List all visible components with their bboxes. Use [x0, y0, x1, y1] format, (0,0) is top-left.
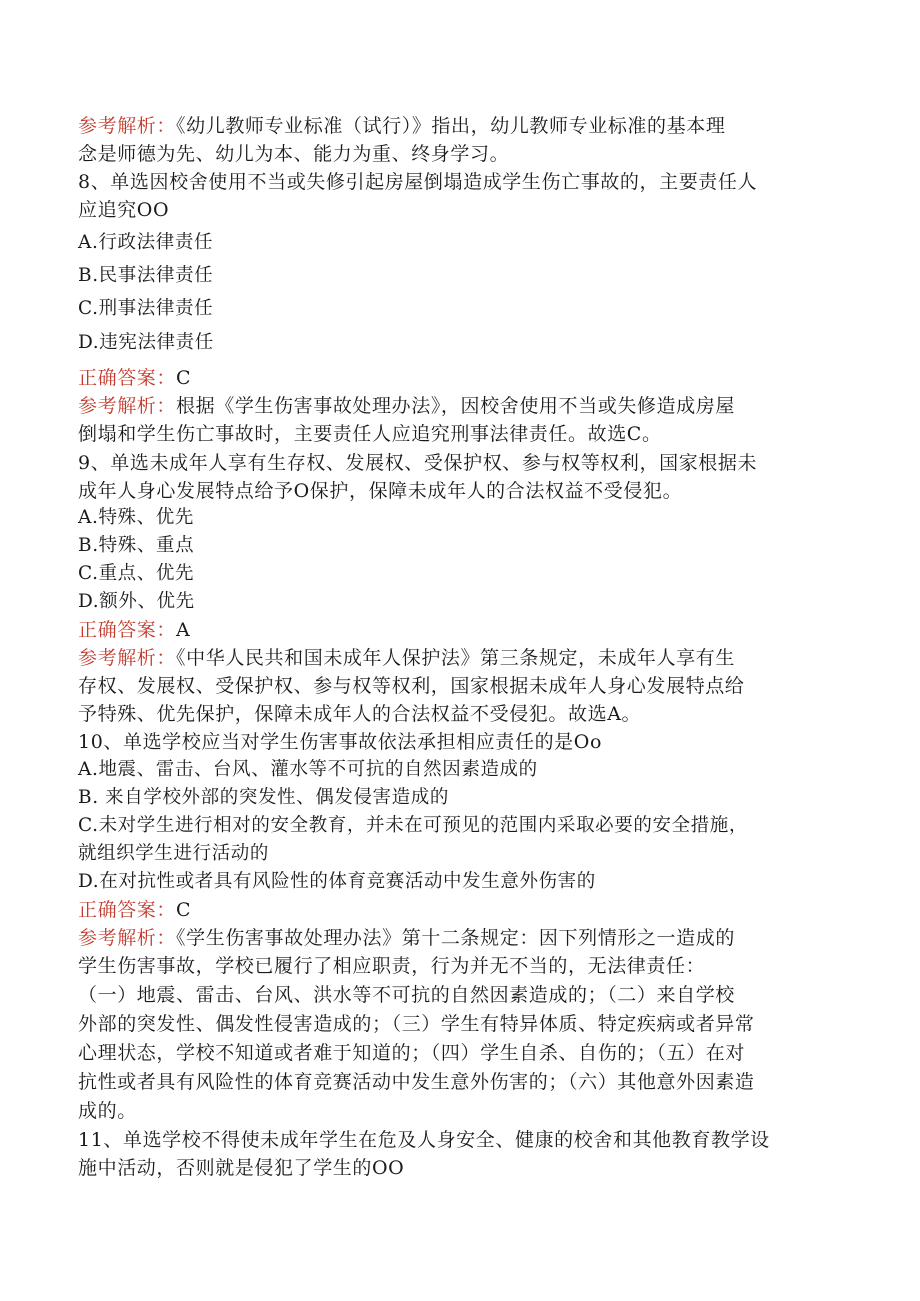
- answer-label: 正确答案：: [78, 367, 177, 389]
- explanation-line: 倒塌和学生伤亡事故时，主要责任人应追究刑事法律责任。故选C。: [78, 423, 662, 445]
- explanation-line: 心理状态，学校不知道或者难于知道的；（四）学生自杀、自伤的；（五）在对: [78, 1042, 746, 1064]
- question-9-option-d: D.额外、优先: [78, 591, 195, 612]
- answer-line: [78, 618, 190, 642]
- answer-label: 正确答案：: [78, 899, 177, 921]
- explanation-text: 根据《学生伤害事故处理办法》，因校舍使用不当或失修造成房屋: [176, 395, 735, 417]
- question-10-option-a: A.地震、雷击、台风、灌水等不可抗的自然因素造成的: [78, 759, 538, 780]
- explanation-line: 存权、发展权、受保护权、参与权等权利，国家根据未成年人身心发展特点给: [78, 675, 745, 697]
- explanation-label: 参考解析：: [78, 927, 177, 949]
- question-8-option-c: C.刑事法律责任: [78, 298, 214, 319]
- answer-line: [78, 898, 191, 922]
- explanation-line: 抗性或者具有风险性的体育竞赛活动中发生意外伤害的；（六）其他意外因素造: [78, 1071, 755, 1093]
- question-8-option-a: A.行政法律责任: [78, 232, 214, 253]
- question-10-option-d: D.在对抗性或者具有风险性的体育竞赛活动中发生意外伤害的: [78, 871, 596, 892]
- explanation-line: [78, 114, 725, 138]
- explanation-line: 外部的突发性、偶发性侵害造成的；（三）学生有特异体质、特定疾病或者异常: [78, 1013, 755, 1035]
- question-9-option-c: C.重点、优先: [78, 563, 195, 584]
- explanation-label: 参考解析：: [78, 115, 177, 137]
- explanation-line: 成的。: [78, 1100, 137, 1122]
- explanation-line: 予特殊、优先保护，保障未成年人的合法权益不受侵犯。故选A。: [78, 703, 642, 725]
- question-8-text: 应追究OO: [78, 199, 170, 221]
- question-10-option-c: 就组织学生进行活动的: [78, 843, 270, 864]
- answer-value: A: [176, 619, 191, 641]
- question-8-option-b: B.民事法律责任: [78, 265, 214, 286]
- explanation-line: 学生伤害事故，学校已履行了相应职责，行为并无不当的，无法律责任：: [78, 955, 706, 977]
- question-11-text: 施中活动，否则就是侵犯了学生的OO: [78, 1157, 405, 1179]
- question-10-text: 10、单选学校应当对学生伤害事故依法承担相应责任的是Oo: [78, 731, 602, 753]
- question-9-option-b: B.特殊、重点: [78, 535, 195, 556]
- explanation-text: 《中华人民共和国未成年人保护法》第三条规定，未成年人享有生: [176, 647, 735, 669]
- explanation-label: 参考解析：: [78, 647, 177, 669]
- question-8-text: 8、单选因校舍使用不当或失修引起房屋倒塌造成学生伤亡事故的，主要责任人: [78, 171, 758, 193]
- question-10-option-b: B. 来自学校外部的突发性、偶发侵害造成的: [78, 787, 449, 808]
- explanation-text: 《幼儿教师专业标准（试行）》指出，幼儿教师专业标准的基本理: [176, 115, 726, 137]
- answer-value: C: [176, 367, 192, 389]
- question-9-text: 成年人身心发展特点给予O保护，保障未成年人的合法权益不受侵犯。: [78, 480, 683, 502]
- question-9-option-a: A.特殊、优先: [78, 507, 194, 528]
- answer-line: [78, 366, 191, 390]
- question-9-text: 9、单选未成年人享有生存权、发展权、受保护权、参与权等权利，国家根据未: [78, 452, 758, 474]
- answer-label: 正确答案：: [78, 619, 177, 641]
- explanation-line: [78, 926, 735, 950]
- question-8-option-d: D.违宪法律责任: [78, 332, 214, 353]
- explanation-line: （一）地震、雷击、台风、洪水等不可抗的自然因素造成的；（二）来自学校: [78, 984, 735, 1006]
- explanation-line: 念是师德为先、幼儿为本、能力为重、终身学习。: [78, 143, 510, 165]
- answer-value: C: [176, 899, 192, 921]
- explanation-line: [78, 394, 735, 418]
- question-11-text: 11、单选学校不得使未成年学生在危及人身安全、健康的校舍和其他教育教学设: [78, 1129, 770, 1151]
- question-10-option-c: C.未对学生进行相对的安全教育，并未在可预见的范围内采取必要的安全措施，: [78, 815, 748, 836]
- explanation-label: 参考解析：: [78, 395, 177, 417]
- explanation-line: [78, 646, 735, 670]
- explanation-text: 《学生伤害事故处理办法》第十二条规定：因下列情形之一造成的: [176, 927, 735, 949]
